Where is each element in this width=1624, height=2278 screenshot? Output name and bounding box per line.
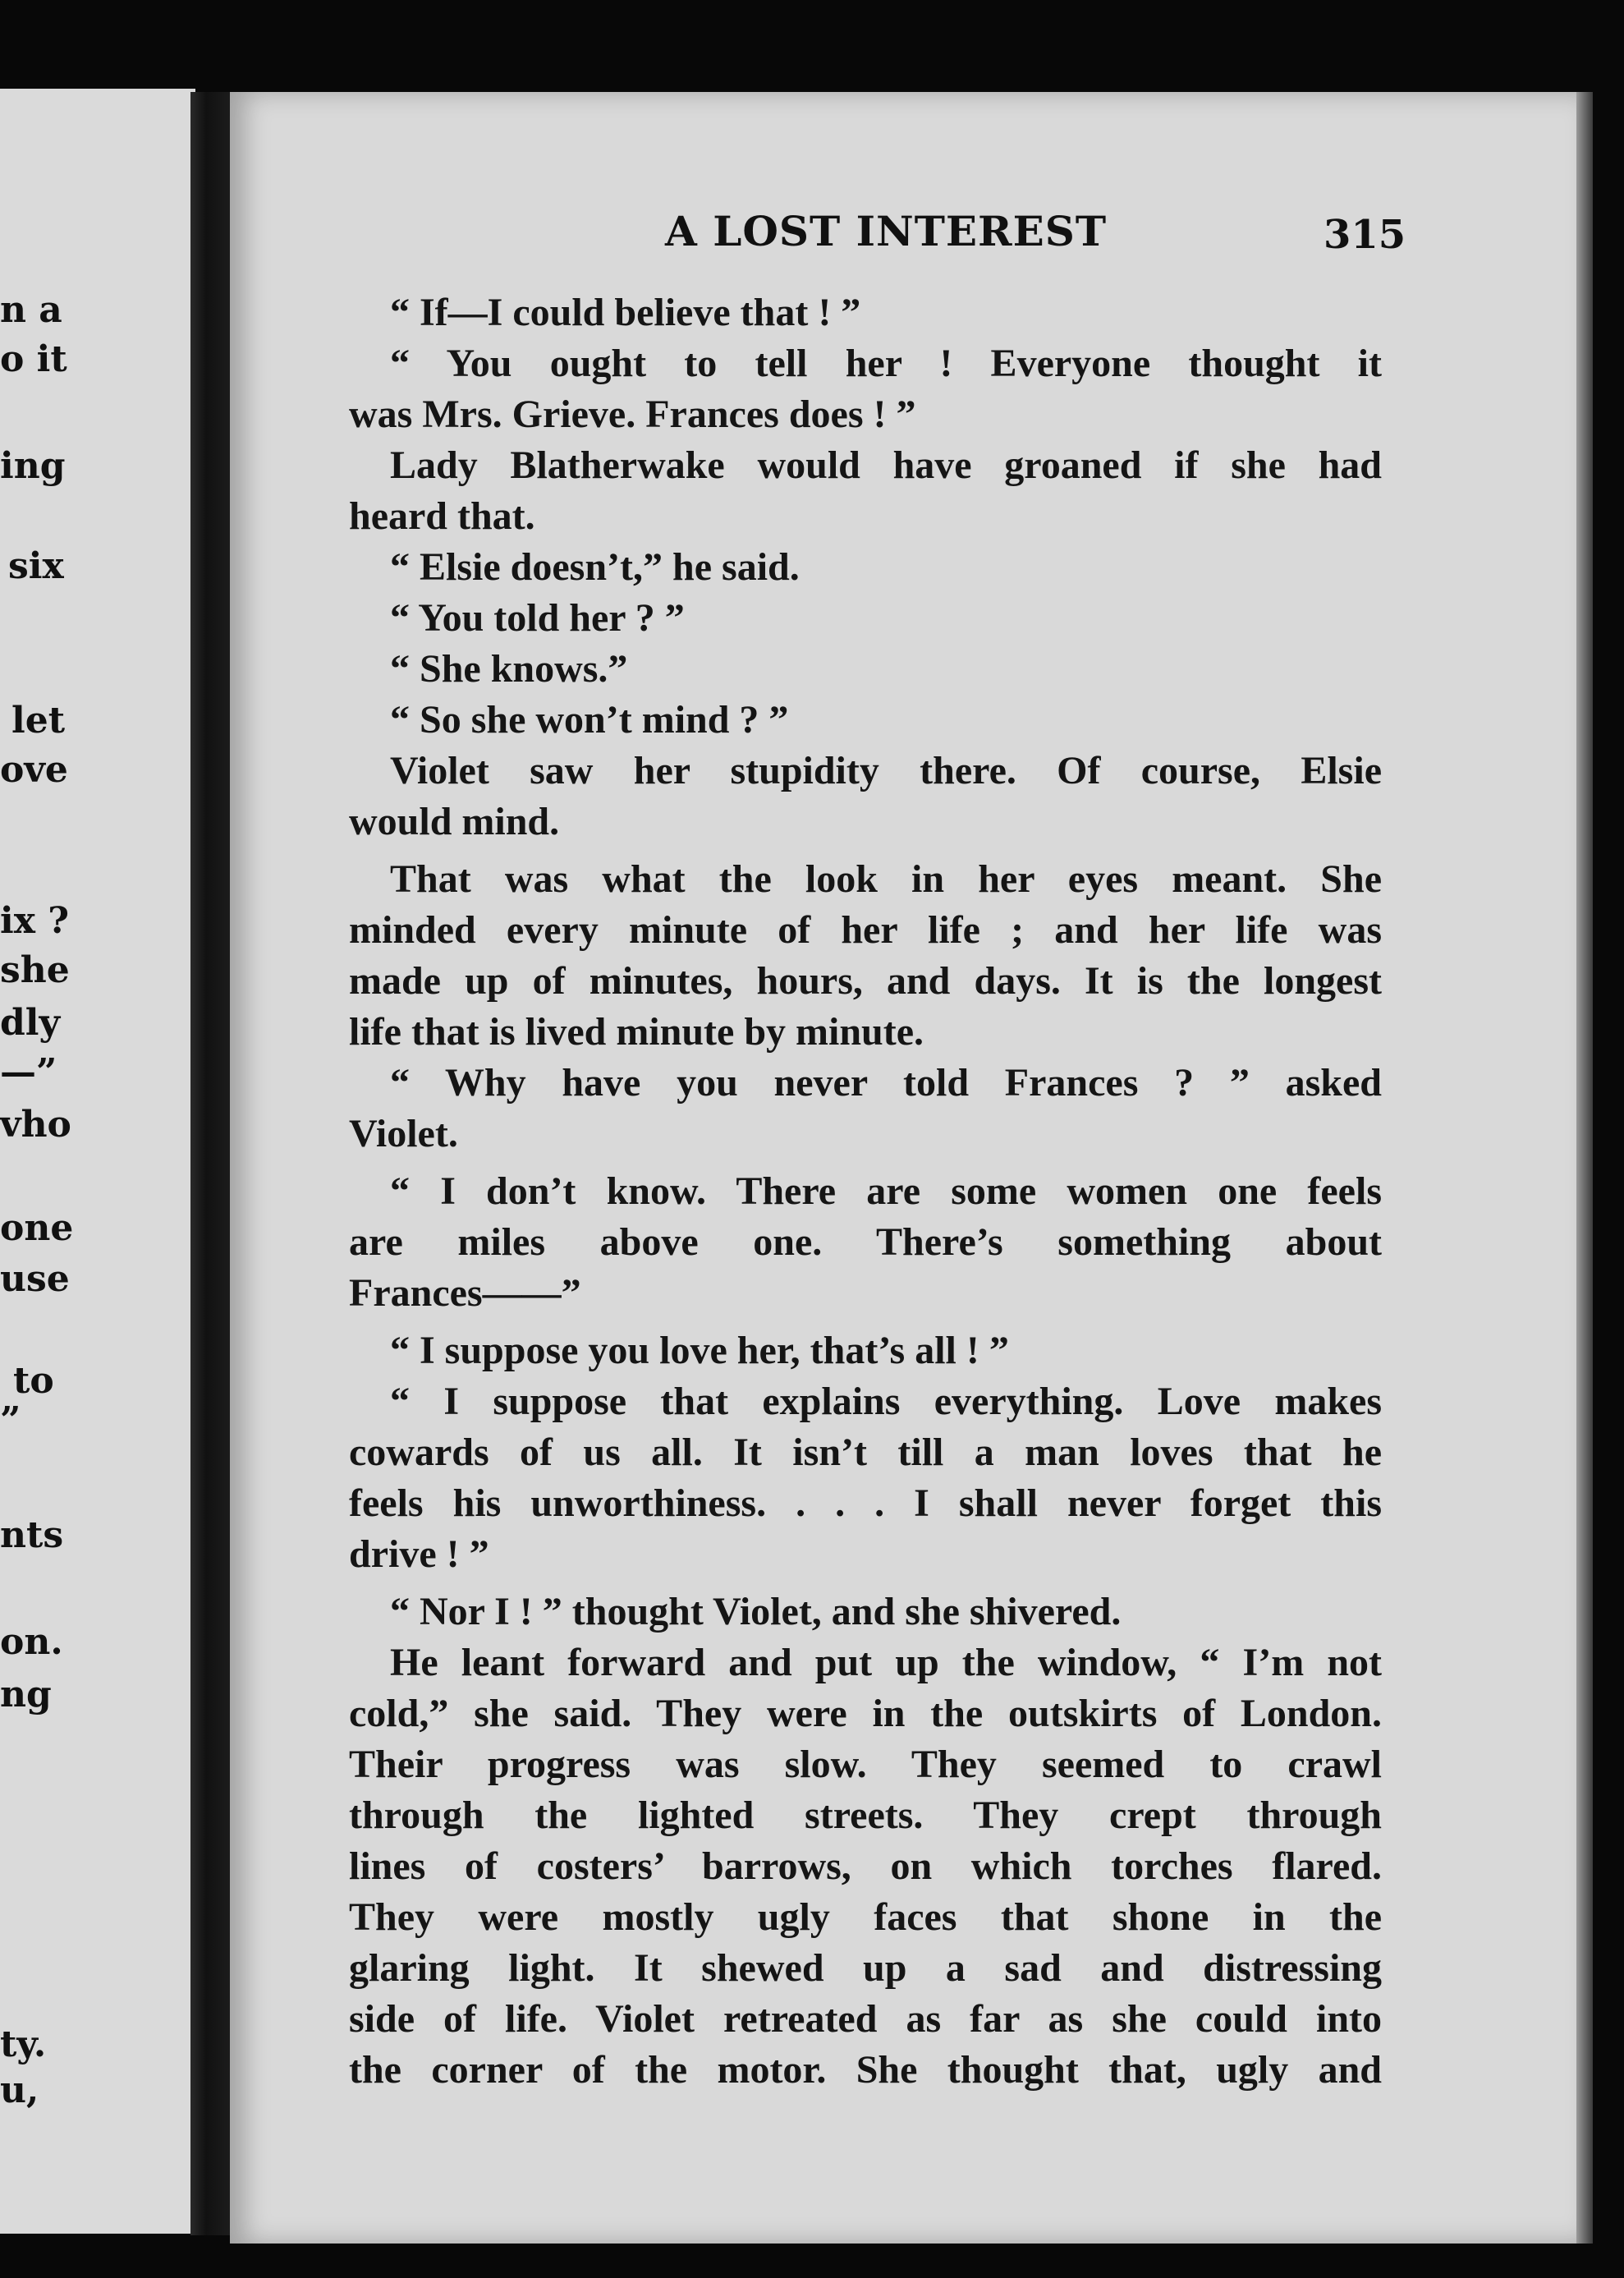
text-line: are miles above one. There’s something about — [349, 1220, 1382, 1264]
left-page-fragment: n a — [0, 289, 62, 331]
text-line: “ You ought to tell her ! Everyone thought it — [390, 342, 1382, 385]
text-line: “ Nor I ! ” thought Violet, and she shivered. — [390, 1590, 1122, 1633]
text-line: “ She knows.” — [390, 647, 628, 691]
text-line: glaring light. It shewed up a sad and distressing — [349, 1946, 1382, 1990]
left-page-fragment: ix ? — [0, 900, 70, 942]
text-line: heard that. — [349, 494, 535, 538]
text-line: “ You told her ? ” — [390, 596, 685, 640]
text-line: “ I don’t know. There are some women one feels — [390, 1169, 1382, 1213]
text-line: Frances——” — [349, 1271, 581, 1315]
text-line: They were mostly ugly faces that shone in the — [349, 1895, 1382, 1939]
left-page-fragment: nts — [0, 1514, 64, 1556]
left-page-fragment: on. — [0, 1621, 63, 1663]
left-page-fragment: she — [0, 949, 70, 991]
text-line: minded every minute of her life ; and her life was — [349, 908, 1382, 952]
left-page-fragment: ove — [0, 749, 68, 791]
left-page-fragment: let — [11, 700, 66, 742]
left-page-fragment: ” — [0, 1399, 21, 1441]
text-line: Violet saw her stupidity there. Of course, Elsie — [390, 749, 1382, 792]
text-line: lines of costers’ barrows, on which torches flared. — [349, 1844, 1382, 1888]
left-page-fragment: u, — [0, 2069, 39, 2111]
text-line: life that is lived minute by minute. — [349, 1010, 924, 1054]
page-text — [349, 287, 1382, 2096]
text-line: cowards of us all. It isn’t till a man loves that he — [349, 1431, 1382, 1474]
text-line: Their progress was slow. They seemed to crawl — [349, 1743, 1382, 1786]
left-page-fragment: one — [0, 1207, 74, 1249]
page-edge — [1576, 92, 1593, 2244]
text-line: That was what the look in her eyes meant. She — [390, 857, 1382, 901]
left-page-fragment: ing — [0, 445, 66, 487]
text-line: “ If—I could believe that ! ” — [390, 291, 861, 334]
text-line: Violet. — [349, 1112, 458, 1155]
left-page-fragment: ty. — [0, 2023, 47, 2065]
running-header-title: A LOST INTEREST — [665, 207, 1108, 255]
text-line: cold,” she said. They were in the outskirts of London. — [349, 1692, 1382, 1735]
left-page-fragment: vho — [0, 1104, 71, 1146]
text-line: the corner of the motor. She thought that, ugly and — [349, 2048, 1382, 2092]
text-line: “ I suppose you love her, that’s all ! ” — [390, 1329, 1009, 1372]
text-line: made up of minutes, hours, and days. It is the longest — [349, 959, 1382, 1003]
text-line: “ I suppose that explains everything. Love makes — [390, 1380, 1382, 1423]
text-line: feels his unworthiness. . . . I shall never forget this — [349, 1481, 1382, 1525]
left-page-fragment: o it — [0, 338, 67, 380]
book-gutter — [190, 92, 230, 2235]
text-line: “ Elsie doesn’t,” he said. — [390, 545, 800, 589]
text-line: “ So she won’t mind ? ” — [390, 698, 789, 742]
text-line: He leant forward and put up the window, “ I’m not — [390, 1641, 1382, 1684]
left-page-fragment: dly — [0, 1002, 61, 1044]
text-line: through the lighted streets. They crept through — [349, 1793, 1382, 1837]
left-page-fragment: ng — [0, 1674, 52, 1715]
text-line: drive ! ” — [349, 1532, 489, 1576]
left-page-fragment: —” — [0, 1051, 57, 1093]
left-page-fragment: use — [0, 1258, 70, 1300]
text-line: Lady Blatherwake would have groaned if she had — [390, 443, 1382, 487]
left-page — [0, 89, 195, 2234]
text-line: “ Why have you never told Frances ? ” asked — [390, 1061, 1382, 1105]
text-line: was Mrs. Grieve. Frances does ! ” — [349, 393, 916, 436]
text-line: would mind. — [349, 800, 560, 843]
left-page-fragment: six — [8, 545, 64, 587]
left-page-fragment: to — [13, 1360, 54, 1402]
page-number: 315 — [1324, 212, 1406, 258]
text-line: side of life. Violet retreated as far as she could into — [349, 1997, 1382, 2041]
